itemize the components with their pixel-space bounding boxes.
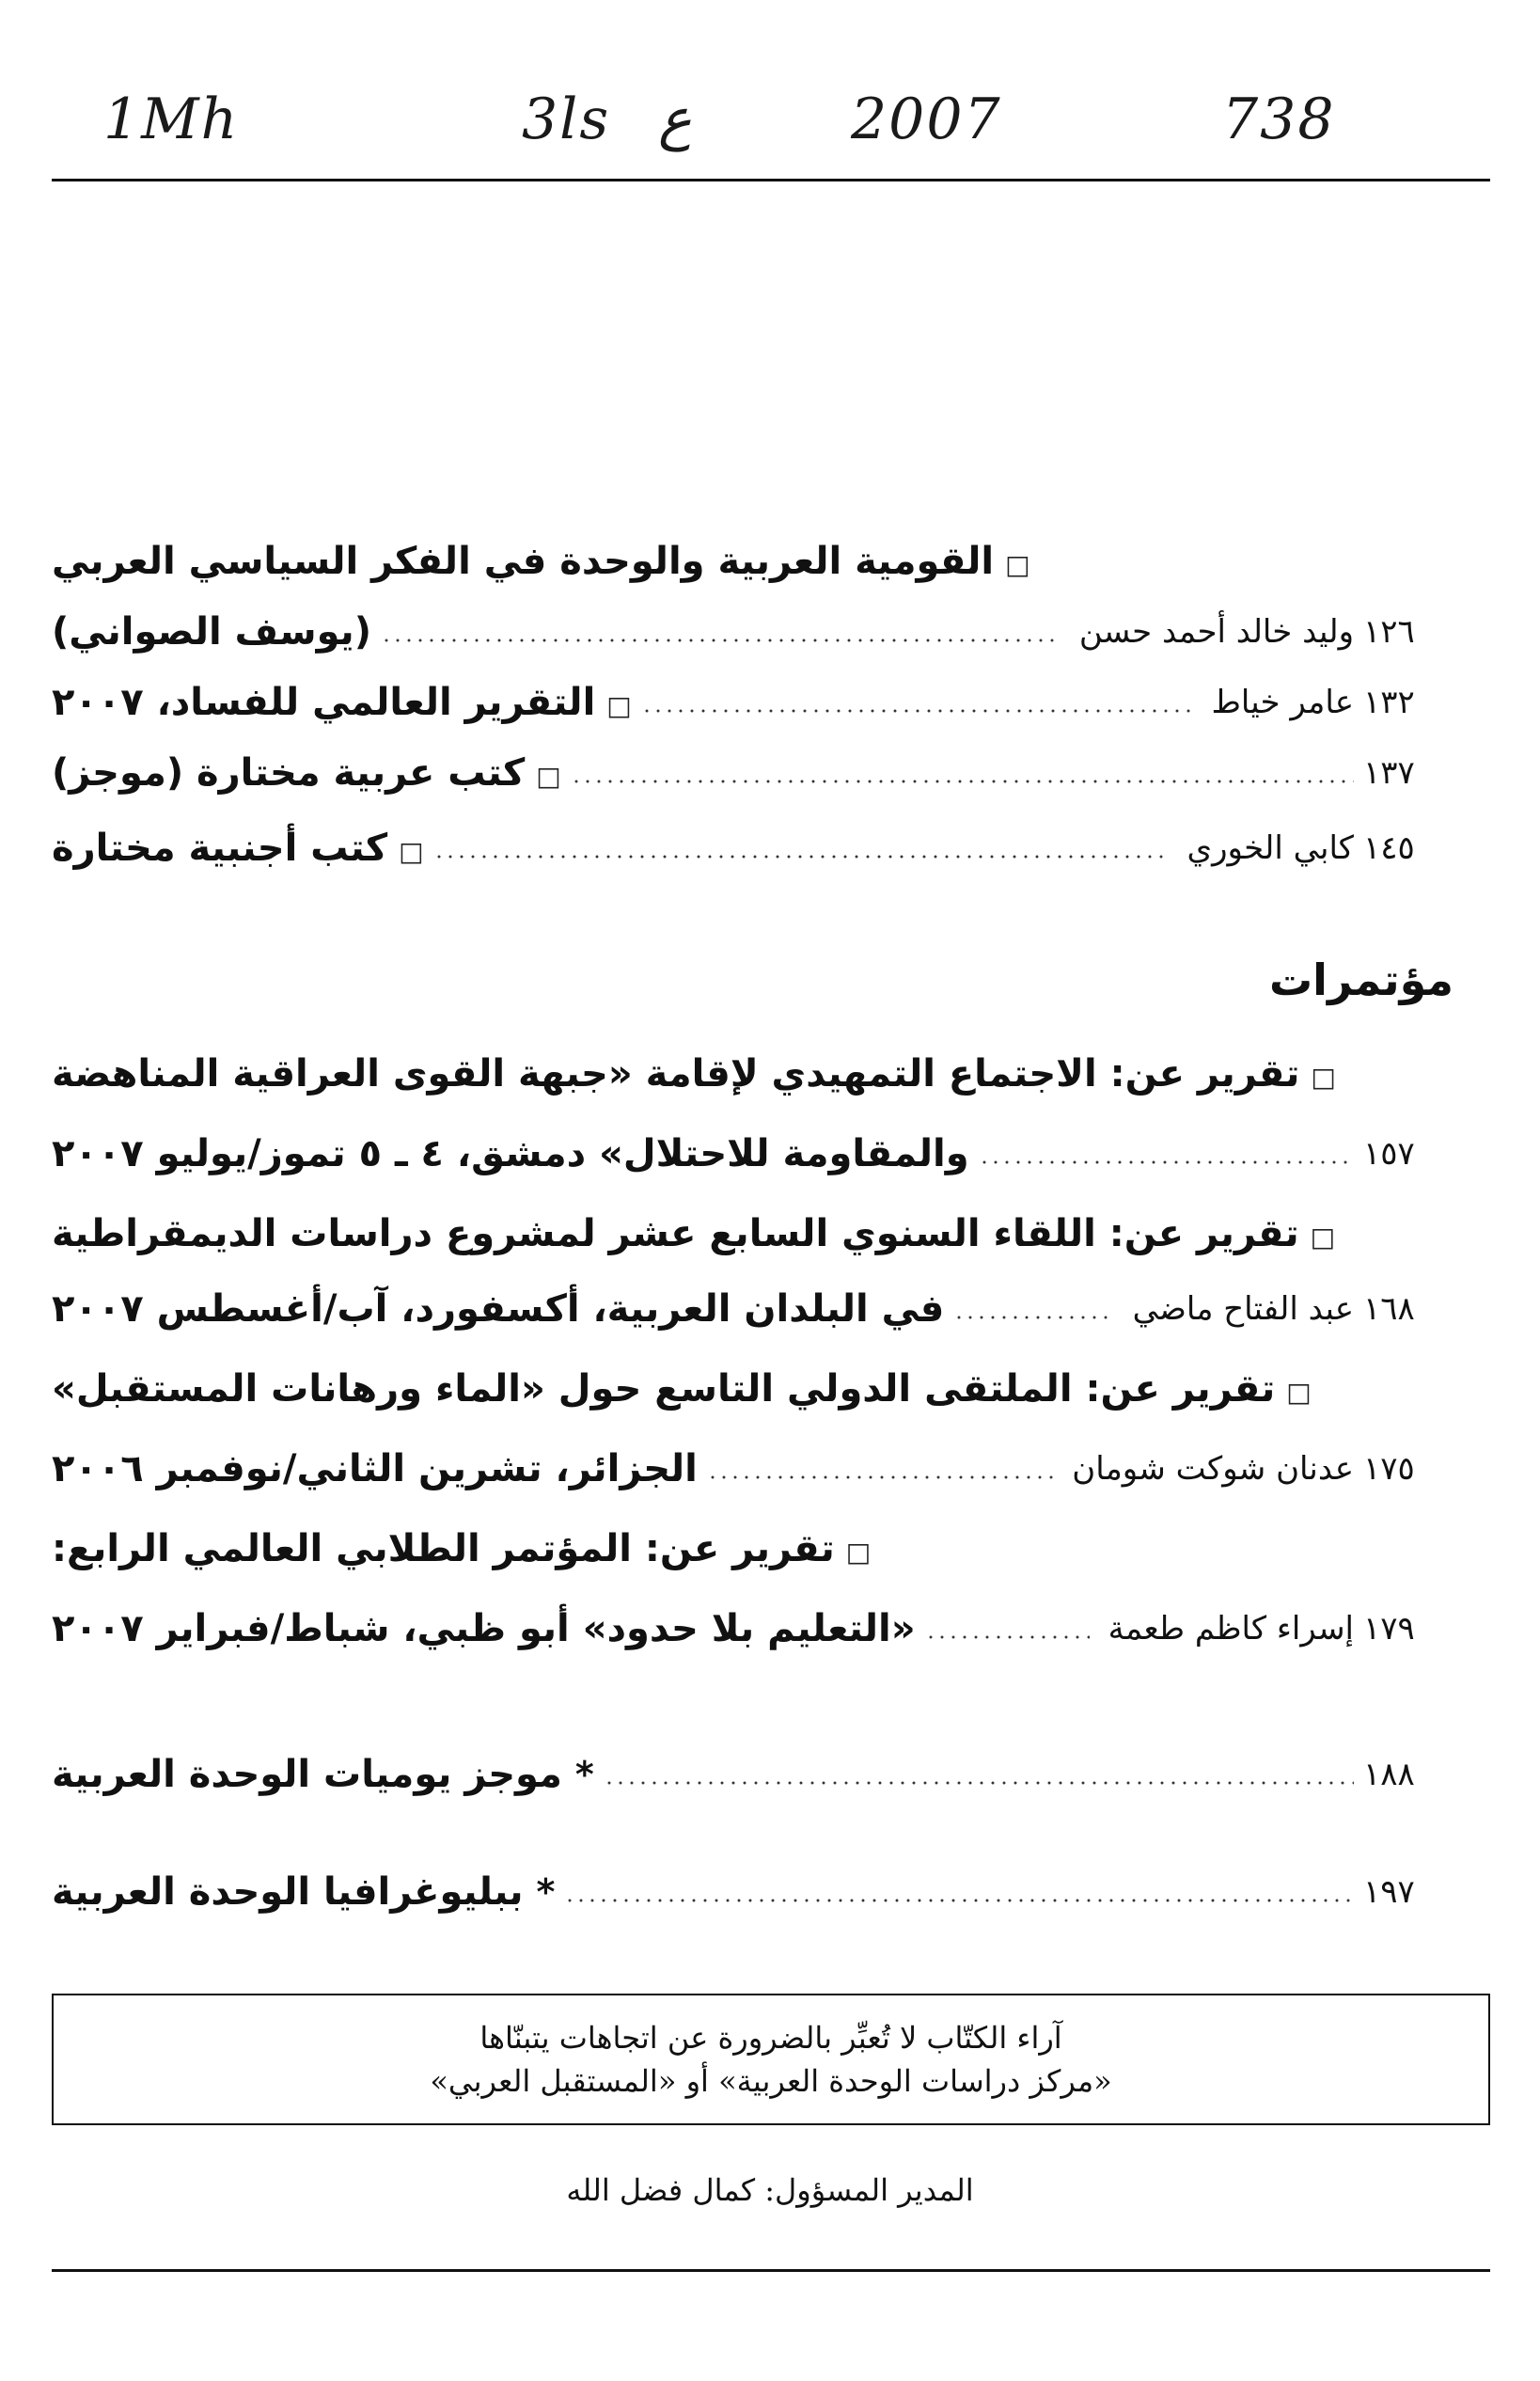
dot-leader <box>381 638 1061 643</box>
dot-leader <box>707 1474 1053 1480</box>
toc-page-number: ١٣٢ <box>1363 684 1415 721</box>
toc-author: وليد خالد أحمد حسن <box>1078 613 1354 651</box>
toc-row[interactable] <box>52 1044 1453 1104</box>
toc-entry-title: «التعليم بلا حدود» أبو ظبي، شباط/فبراير ٢٠٠٧ <box>52 1607 916 1650</box>
top-rule <box>52 179 1490 181</box>
toc-row[interactable] <box>52 1744 1453 1805</box>
toc-entry-title: □كتب عربية مختارة (موجز) <box>52 751 561 795</box>
disclaimer-line-1: آراء الكتّاب لا تُعبِّر بالضرورة عن اتجاهات يتبنّاها <box>479 2019 1062 2056</box>
toc-entry-title: □القومية العربية والوحدة في الفكر السياسي العربي <box>52 540 1030 583</box>
toc-page-number: ١٥٧ <box>1363 1135 1415 1173</box>
toc-page-number: ١٤٥ <box>1363 829 1415 867</box>
dot-leader <box>433 854 1169 859</box>
toc-row[interactable] <box>52 743 1453 803</box>
toc-page-number: ١٣٧ <box>1363 754 1415 792</box>
dot-leader <box>564 1898 1354 1903</box>
checkbox-square-icon: □ <box>1286 1377 1312 1408</box>
handwritten-number: 738 <box>1222 87 1336 152</box>
toc-page-number: ١٦٨ <box>1363 1290 1415 1328</box>
toc-author: عبد الفتاح ماضي <box>1132 1290 1354 1328</box>
toc-entry-title: (يوسف الصواني) <box>52 610 371 654</box>
toc-entry-title: والمقاومة للاحتلال» دمشق، ٤ ـ ٥ تموز/يوليو ٢٠٠٧ <box>52 1132 969 1175</box>
handwritten-year: 2007 <box>851 87 1002 152</box>
checkbox-square-icon: □ <box>1005 549 1030 580</box>
editor-credit: المدير المسؤول: كمال فضل الله <box>566 2172 974 2208</box>
toc-author: كابي الخوري <box>1186 829 1354 867</box>
toc-author: عامر خياط <box>1211 684 1354 721</box>
dot-leader <box>641 708 1193 714</box>
toc-entry-title: *موجز يوميات الوحدة العربية <box>52 1753 594 1796</box>
toc-page-number: ١٩٧ <box>1363 1873 1415 1911</box>
toc-row[interactable] <box>52 1599 1453 1659</box>
toc-entry-title: □كتب أجنبية مختارة <box>52 827 424 870</box>
dot-leader <box>925 1634 1090 1640</box>
toc-entry-title: في البلدان العربية، أكسفورد، آب/أغسطس ٢٠٠٧ <box>52 1287 945 1331</box>
dot-leader <box>604 1780 1354 1786</box>
checkbox-square-icon: □ <box>845 1537 872 1568</box>
toc-row[interactable] <box>52 1862 1453 1922</box>
disclaimer-box <box>52 1994 1490 2125</box>
handwritten-code-1: 1Mh <box>103 87 240 152</box>
checkbox-square-icon: □ <box>1310 1222 1336 1253</box>
toc-row[interactable] <box>52 1439 1453 1499</box>
dot-leader <box>571 779 1354 784</box>
section-heading-conferences: مؤتمرات <box>1268 954 1454 1005</box>
toc-row[interactable] <box>52 1124 1453 1184</box>
checkbox-square-icon: □ <box>606 690 632 721</box>
bottom-rule <box>52 2269 1490 2272</box>
toc-entry-title: □تقرير عن: المؤتمر الطلابي العالمي الرابع: <box>52 1527 872 1570</box>
toc-entry-title: □تقرير عن: اللقاء السنوي السابع عشر لمشروع دراسات الديمقراطية <box>52 1212 1336 1255</box>
toc-row[interactable] <box>52 1519 1453 1579</box>
toc-entry-title: □تقرير عن: الاجتماع التمهيدي لإقامة «جبهة القوى العراقية المناهضة <box>52 1052 1336 1096</box>
checkbox-square-icon: □ <box>399 836 424 867</box>
toc-entry-title: □التقرير العالمي للفساد، ٢٠٠٧ <box>52 681 632 724</box>
disclaimer-line-2: «مركز دراسات الوحدة العربية» أو «المستقبل العربي» <box>430 2063 1112 2099</box>
toc-entry-title: □تقرير عن: الملتقى الدولي التاسع حول «الماء ورهانات المستقبل» <box>52 1367 1312 1411</box>
toc-page-number: ١٢٦ <box>1363 613 1415 651</box>
toc-row[interactable] <box>52 1279 1453 1339</box>
toc-row[interactable] <box>52 531 1453 591</box>
toc-author: عدنان شوكت شومان <box>1072 1450 1354 1488</box>
dot-leader <box>953 1315 1113 1320</box>
toc-author: إسراء كاظم طعمة <box>1108 1610 1354 1648</box>
toc-page-number: ١٧٥ <box>1363 1450 1415 1488</box>
toc-entry-title: *ببليوغرافيا الوحدة العربية <box>52 1870 556 1914</box>
dot-leader <box>979 1159 1354 1165</box>
handwritten-code-2: 3ls <box>522 87 611 152</box>
asterisk-icon: * <box>536 1871 556 1913</box>
toc-row[interactable] <box>52 818 1453 878</box>
toc-row[interactable] <box>52 1359 1453 1419</box>
toc-row[interactable] <box>52 1204 1453 1264</box>
toc-page-number: ١٨٨ <box>1363 1756 1415 1793</box>
checkbox-square-icon: □ <box>1311 1062 1336 1093</box>
toc-row[interactable] <box>52 602 1453 662</box>
toc-entry-title: الجزائر، تشرين الثاني/نوفمبر ٢٠٠٦ <box>52 1447 698 1490</box>
toc-row[interactable] <box>52 672 1453 733</box>
toc-page-number: ١٧٩ <box>1363 1610 1415 1648</box>
checkbox-square-icon: □ <box>536 761 561 792</box>
asterisk-icon: * <box>574 1754 594 1795</box>
handwritten-code-3: ع <box>658 87 692 152</box>
